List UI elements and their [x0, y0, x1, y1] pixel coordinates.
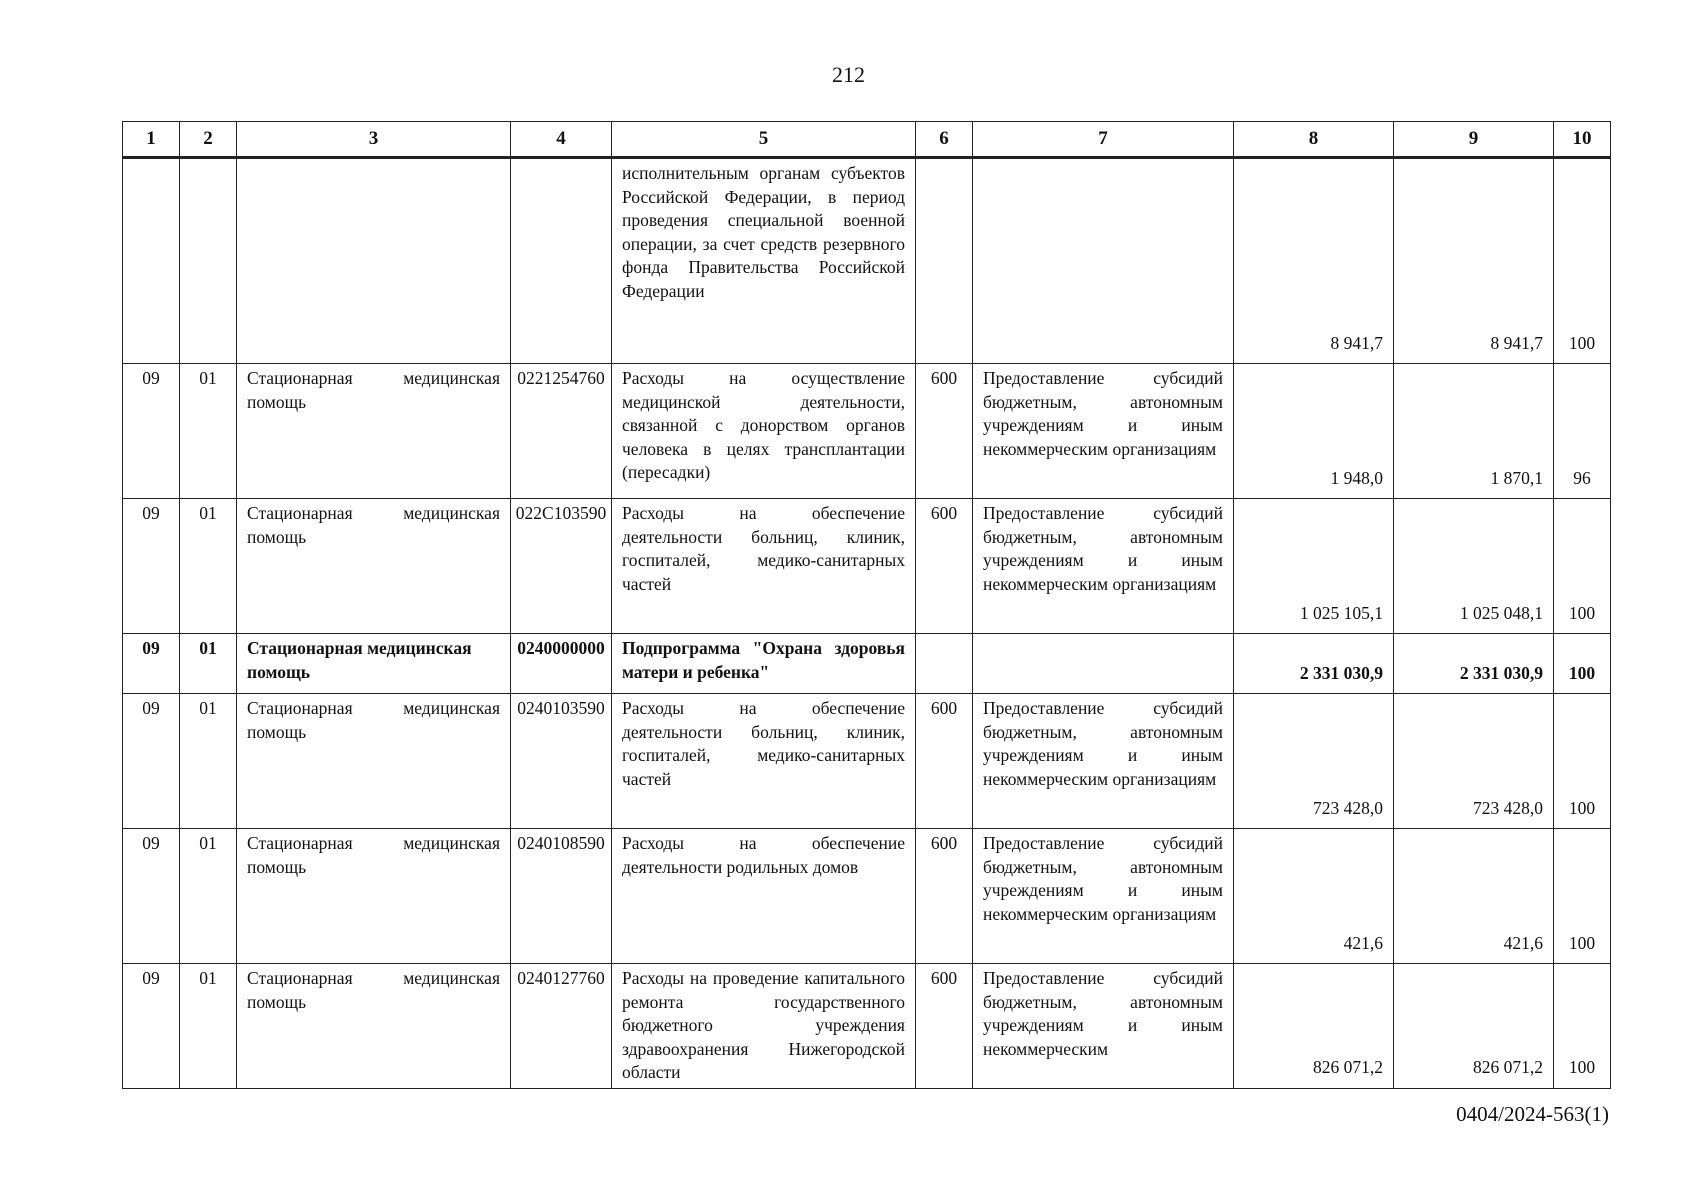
- header-cell: 9: [1394, 122, 1554, 158]
- cell-section-name: Стационарная медицинская помощь: [237, 499, 511, 634]
- cell-percent: 100: [1554, 634, 1611, 694]
- cell-target-name: Расходы на проведение капитального ремонта государственного бюджетного учреждения здравоохранения Нижегородской области: [612, 964, 916, 1089]
- cell-percent: 100: [1554, 694, 1611, 829]
- cell-section-name: Стационарная медицинская помощь: [237, 634, 511, 694]
- table-row: [123, 158, 1611, 364]
- cell-executed: 1 870,1: [1394, 364, 1554, 499]
- cell-executed: 826 071,2: [1394, 964, 1554, 1089]
- cell-planned: 1 948,0: [1234, 364, 1394, 499]
- cell-expense-type-name: Предоставление субсидий бюджетным, автономным учреждениям и иным некоммерческим организациям: [973, 364, 1234, 499]
- cell-expense-type-name: [973, 158, 1234, 364]
- cell-section-name: Стационарная медицинская помощь: [237, 964, 511, 1089]
- table-row: [123, 829, 1611, 964]
- cell-section: 09: [123, 829, 180, 964]
- cell-subsection: 01: [180, 364, 237, 499]
- cell-executed: 1 025 048,1: [1394, 499, 1554, 634]
- cell-expense-type-name: Предоставление субсидий бюджетным, автономным учреждениям и иным некоммерческим: [973, 964, 1234, 1089]
- page-number: 212: [832, 62, 865, 87]
- cell-percent: 100: [1554, 829, 1611, 964]
- cell-expense-type-name: Предоставление субсидий бюджетным, автономным учреждениям и иным некоммерческим организациям: [973, 499, 1234, 634]
- cell-expense-type: 600: [916, 499, 973, 634]
- cell-target-code: 022С103590: [511, 499, 612, 634]
- cell-target-code: [511, 158, 612, 364]
- cell-section: 09: [123, 364, 180, 499]
- cell-target-name: Расходы на обеспечение деятельности больниц, клиник, госпиталей, медико-санитарных частей: [612, 499, 916, 634]
- cell-section-name: Стационарная медицинская помощь: [237, 694, 511, 829]
- cell-subsection: 01: [180, 499, 237, 634]
- cell-expense-type: 600: [916, 694, 973, 829]
- cell-subsection: 01: [180, 964, 237, 1089]
- cell-section-name: Стационарная медицинская помощь: [237, 364, 511, 499]
- table-row: [123, 964, 1611, 1089]
- budget-table: [122, 121, 1611, 1089]
- header-cell: 4: [511, 122, 612, 158]
- cell-percent: 100: [1554, 499, 1611, 634]
- cell-section-name: Стационарная медицинская помощь: [237, 829, 511, 964]
- header-cell: 10: [1554, 122, 1611, 158]
- cell-section: 09: [123, 634, 180, 694]
- cell-target-name: Расходы на обеспечение деятельности родильных домов: [612, 829, 916, 964]
- cell-subsection: 01: [180, 634, 237, 694]
- cell-expense-type: [916, 158, 973, 364]
- cell-executed: 8 941,7: [1394, 158, 1554, 364]
- table-row: [123, 499, 1611, 634]
- cell-planned: 723 428,0: [1234, 694, 1394, 829]
- cell-planned: 1 025 105,1: [1234, 499, 1394, 634]
- cell-target-name: Расходы на обеспечение деятельности больниц, клиник, госпиталей, медико-санитарных частей: [612, 694, 916, 829]
- cell-percent: 96: [1554, 364, 1611, 499]
- cell-target-name: Подпрограмма "Охрана здоровья матери и ребенка": [612, 634, 916, 694]
- cell-section: 09: [123, 499, 180, 634]
- cell-expense-type: 600: [916, 364, 973, 499]
- cell-target-code: 0240000000: [511, 634, 612, 694]
- cell-executed: 421,6: [1394, 829, 1554, 964]
- cell-expense-type-name: Предоставление субсидий бюджетным, автономным учреждениям и иным некоммерческим организациям: [973, 829, 1234, 964]
- cell-target-code: 0221254760: [511, 364, 612, 499]
- header-cell: 8: [1234, 122, 1394, 158]
- cell-target-code: 0240127760: [511, 964, 612, 1089]
- cell-section: 09: [123, 964, 180, 1089]
- cell-subsection: 01: [180, 829, 237, 964]
- cell-section: [123, 158, 180, 364]
- header-cell: 3: [237, 122, 511, 158]
- cell-expense-type: [916, 634, 973, 694]
- cell-planned: 421,6: [1234, 829, 1394, 964]
- header-cell: 6: [916, 122, 973, 158]
- header-cell: 7: [973, 122, 1234, 158]
- document-code: 0404/2024-563(1): [1456, 1102, 1609, 1126]
- cell-planned: 826 071,2: [1234, 964, 1394, 1089]
- cell-target-code: 0240108590: [511, 829, 612, 964]
- cell-section: 09: [123, 694, 180, 829]
- cell-target-name: Расходы на осуществление медицинской деятельности, связанной с донорством органов человека в целях трансплантации (пересадки): [612, 364, 916, 499]
- cell-expense-type-name: Предоставление субсидий бюджетным, автономным учреждениям и иным некоммерческим организациям: [973, 694, 1234, 829]
- cell-planned: 2 331 030,9: [1234, 634, 1394, 694]
- table-row: [123, 364, 1611, 499]
- cell-section-name: [237, 158, 511, 364]
- cell-subsection: 01: [180, 694, 237, 829]
- table-row: [123, 694, 1611, 829]
- cell-executed: 723 428,0: [1394, 694, 1554, 829]
- header-cell: 5: [612, 122, 916, 158]
- header-cell: 2: [180, 122, 237, 158]
- cell-expense-type-name: [973, 634, 1234, 694]
- cell-target-code: 0240103590: [511, 694, 612, 829]
- cell-expense-type: 600: [916, 964, 973, 1089]
- header-cell: 1: [123, 122, 180, 158]
- cell-percent: 100: [1554, 964, 1611, 1089]
- header-row: [123, 122, 1611, 158]
- cell-subsection: [180, 158, 237, 364]
- table-row-subprogram: [123, 634, 1611, 694]
- cell-planned: 8 941,7: [1234, 158, 1394, 364]
- cell-executed: 2 331 030,9: [1394, 634, 1554, 694]
- cell-expense-type: 600: [916, 829, 973, 964]
- cell-target-name: исполнительным органам субъектов Российской Федерации, в период проведения специальной военной операции, за счет средств резервного фонда Правительства Российской Федерации: [612, 158, 916, 364]
- cell-percent: 100: [1554, 158, 1611, 364]
